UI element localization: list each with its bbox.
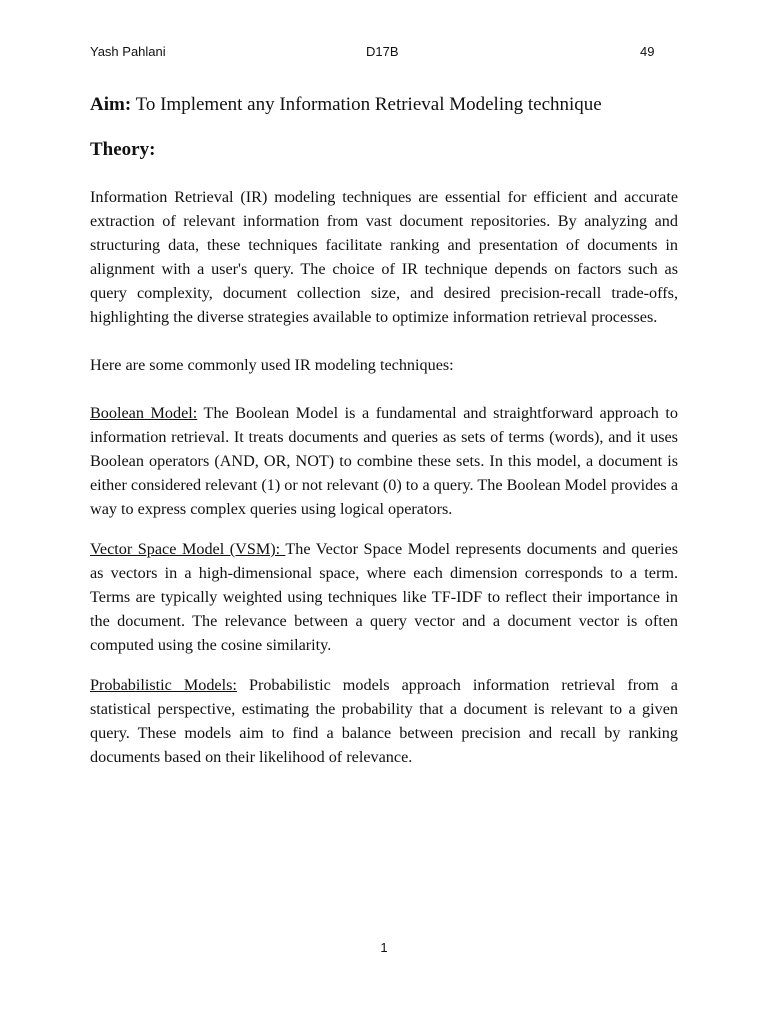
vector-space-model-paragraph — [90, 537, 678, 657]
page-header — [0, 44, 768, 64]
aim-text: To Implement any Information Retrieval Modeling technique — [131, 94, 602, 115]
boolean-model-title: Boolean Model: — [90, 404, 198, 422]
boolean-model-body: The Boolean Model is a fundamental and straightforward approach to information retrieval. It treats documents and queries as sets of terms (words), and it uses Boolean operators (AND, OR, NOT) to combine these sets. In this model, a document is either considered relevant (1) or not relevant (0) to a query. The Boolean Model provides a way to express complex queries using logical operators. — [90, 404, 678, 518]
vector-space-model-title: Vector Space Model (VSM): — [90, 540, 286, 558]
header-class-code: D17B — [366, 44, 399, 59]
probabilistic-models-paragraph — [90, 673, 678, 769]
document-body — [90, 92, 678, 785]
techniques-lead-sentence: Here are some commonly used IR modeling techniques: — [90, 356, 454, 374]
page-number: 1 — [380, 940, 388, 955]
probabilistic-models-title: Probabilistic Models: — [90, 676, 237, 694]
theory-intro-paragraph: Information Retrieval (IR) modeling techniques are essential for efficient and accurate extraction of relevant information from vast document repositories. By analyzing and structuring data, these techniques facilitate ranking and presentation of documents in alignment with a user's query. The choice of IR technique depends on factors such as query complexity, document collection size, and desired precision-recall trade-offs, highlighting the diverse strategies available to optimize information retrieval processes. — [90, 188, 678, 326]
theory-heading: Theory: — [90, 139, 156, 160]
vector-space-model-body: The Vector Space Model represents documents and queries as vectors in a high-dimensional space, where each dimension corresponds to a term. Terms are typically weighted using techniques like TF-IDF to reflect their importance in the document. The relevance between a query vector and a document vector is often computed using the cosine similarity. — [90, 540, 679, 654]
aim-line — [90, 92, 678, 118]
header-roll-number: 49 — [640, 44, 655, 59]
header-author: Yash Pahlani — [90, 44, 166, 59]
probabilistic-models-body: Probabilistic models approach information retrieval from a statistical perspective, estimating the probability that a document is relevant to a given query. These models aim to find a balance between precision and recall by ranking documents based on their likelihood of relevance. — [90, 676, 678, 766]
boolean-model-paragraph — [90, 401, 678, 521]
aim-label: Aim: — [90, 94, 132, 115]
